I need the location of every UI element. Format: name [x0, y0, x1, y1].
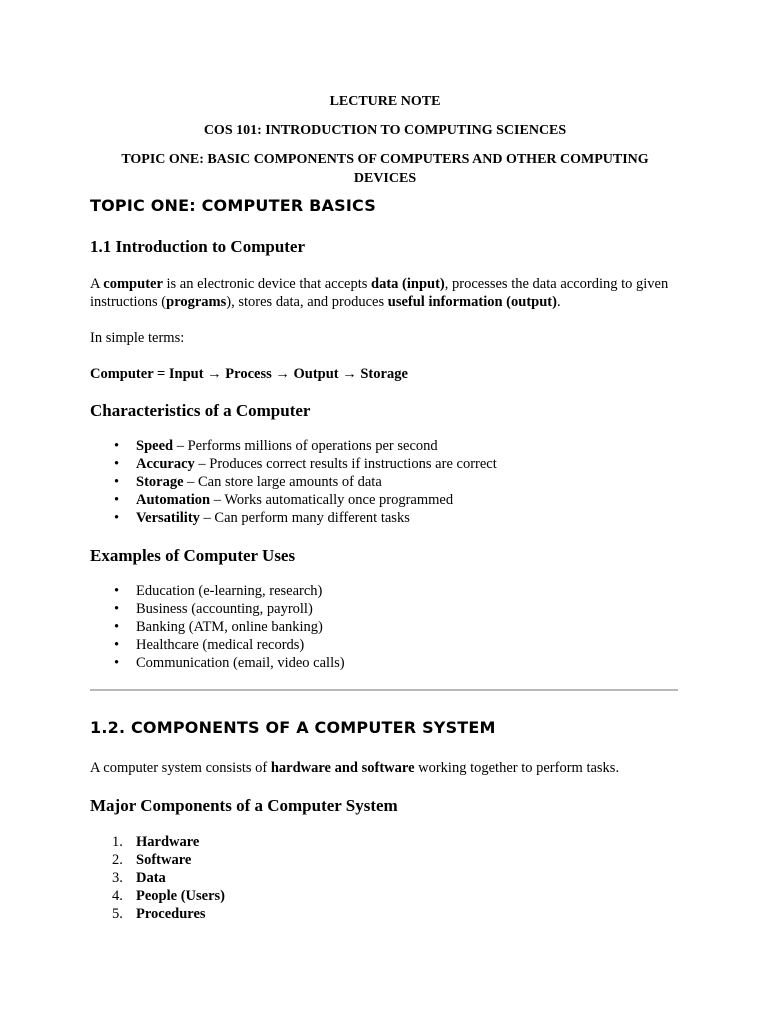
components-intro: A computer system consists of hardware and software working together to perform tasks.: [90, 760, 620, 776]
list-item: 3. Data: [112, 870, 166, 886]
list-item: • Automation – Works automatically once programmed: [114, 492, 454, 508]
topic-subtitle: TOPIC ONE: BASIC COMPONENTS OF COMPUTERS AND OTHER COMPUTING DEVICES: [121, 152, 649, 186]
uses-heading: Examples of Computer Uses: [90, 546, 296, 565]
list-item: • Healthcare (medical records): [114, 637, 305, 653]
section-divider: [90, 689, 678, 691]
list-item: 5. Procedures: [112, 906, 206, 922]
list-item: • Communication (email, video calls): [114, 655, 345, 671]
list-item: • Education (e-learning, research): [114, 583, 323, 599]
characteristics-heading: Characteristics of a Computer: [90, 401, 311, 420]
components-title: 1.2. COMPONENTS OF A COMPUTER SYSTEM: [90, 718, 496, 737]
list-item: • Accuracy – Produces correct results if instructions are correct: [114, 456, 497, 472]
computer-formula: Computer = Input → Process → Output → Storage: [90, 366, 408, 382]
intro-heading: 1.1 Introduction to Computer: [90, 237, 306, 256]
course-title: COS 101: INTRODUCTION TO COMPUTING SCIENCES: [203, 123, 567, 138]
topic-heading: TOPIC ONE: COMPUTER BASICS: [90, 196, 376, 215]
list-item: • Storage – Can store large amounts of data: [114, 474, 382, 490]
major-components-heading: Major Components of a Computer System: [90, 796, 398, 815]
list-item: 4. People (Users): [112, 888, 225, 904]
characteristics-list: [90, 437, 680, 527]
uses-list: [90, 582, 680, 672]
document-page: [90, 92, 680, 923]
computer-definition: A computer is an electronic device that accepts data (input), processes the data according to given instructions (programs), stores data, and produces useful information (output).: [90, 276, 669, 310]
list-item: • Versatility – Can perform many different tasks: [114, 510, 410, 526]
simple-terms-text: In simple terms:: [90, 330, 185, 346]
list-item: 1. Hardware: [112, 834, 200, 850]
list-item: • Banking (ATM, online banking): [114, 619, 323, 635]
list-item: 2. Software: [112, 852, 192, 868]
list-item: • Business (accounting, payroll): [114, 601, 313, 617]
components-list: [90, 833, 680, 923]
lecture-note-label: LECTURE NOTE: [329, 94, 441, 109]
list-item: • Speed – Performs millions of operations per second: [114, 438, 438, 454]
